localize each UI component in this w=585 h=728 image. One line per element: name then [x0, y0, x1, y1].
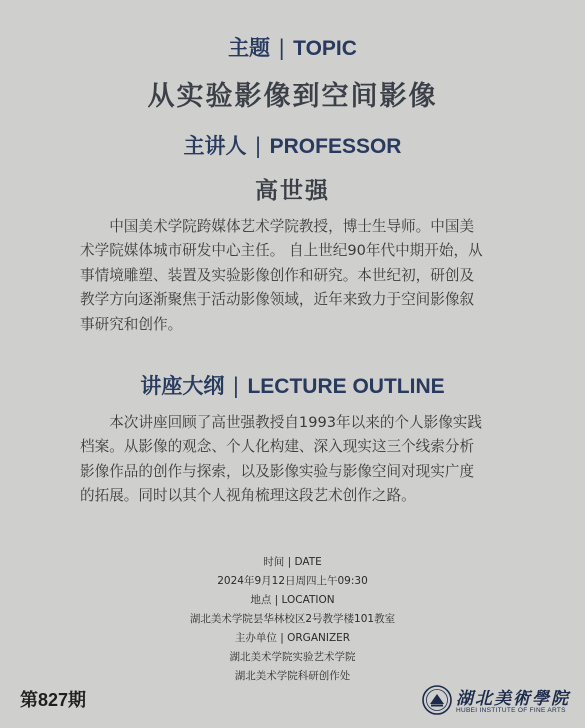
outline-line: 影像作品的创作与探索，以及影像实验与影像空间对现实广度: [80, 462, 475, 480]
lecture-title: 从实验影像到空间影像: [147, 81, 438, 112]
topic-heading: [0, 32, 585, 62]
outline-heading: [0, 370, 585, 400]
outline-heading-en: LECTURE OUTLINE: [247, 375, 445, 398]
outline-line: 档案。从影像的观念、个人化构建、深入现实这三个线索分析: [80, 438, 475, 456]
outline-heading-zh: 讲座大纲: [140, 374, 225, 398]
location-label: 地点 | LOCATION: [250, 594, 335, 606]
professor-heading-en: PROFESSOR: [269, 135, 402, 158]
professor-bio: [80, 215, 506, 337]
professor-heading-zh: 主讲人: [183, 134, 247, 158]
school-logo: [422, 683, 582, 723]
date-value: 2024年9月12日周四上午09:30: [217, 575, 368, 587]
issue-number: 第827期: [20, 690, 87, 710]
topic-heading-zh: 主题: [228, 36, 271, 60]
professor-heading-separator: |: [254, 134, 262, 158]
professor-heading: [0, 130, 585, 160]
outline-text: [80, 411, 506, 509]
school-seal-icon: [422, 685, 452, 715]
location-value: 湖北美术学院昙华林校区2号教学楼101教室: [189, 613, 396, 625]
topic-heading-separator: |: [278, 36, 286, 60]
school-logo-name: 湖北美術學院: [456, 689, 570, 709]
topic-heading-en: TOPIC: [293, 37, 357, 60]
outline-line: 本次讲座回顾了高世强教授自1993年以来的个人影像实践: [80, 414, 482, 431]
bio-line: 教学方向逐渐聚焦于活动影像领域，近年来致力于空间影像叙: [80, 291, 475, 309]
bio-line: 中国美术学院跨媒体艺术学院教授，博士生导师。中国美: [80, 218, 475, 235]
bio-line: 术学院媒体城市研发中心主任。 自上世纪90年代中期开始，从: [80, 242, 483, 260]
school-logo-subtitle: HUBEI INSTITUTE OF FINE ARTS: [456, 707, 566, 714]
outline-line: 的拓展。同时以其个人视角梳理这段艺术创作之路。: [80, 487, 416, 505]
date-label: 时间 | DATE: [263, 556, 322, 568]
organizer-value: 湖北美术学院实验艺术学院: [229, 651, 356, 663]
professor-name: 高世强: [255, 178, 330, 204]
organizer-label: 主办单位 | ORGANIZER: [234, 632, 351, 644]
outline-heading-separator: |: [232, 374, 240, 398]
organizer-value: 湖北美术学院科研创作处: [234, 670, 351, 682]
bio-line: 事情境雕塑、装置及实验影像创作和研究。本世纪初，研创及: [80, 266, 475, 284]
bio-line: 事研究和创作。: [80, 315, 183, 333]
